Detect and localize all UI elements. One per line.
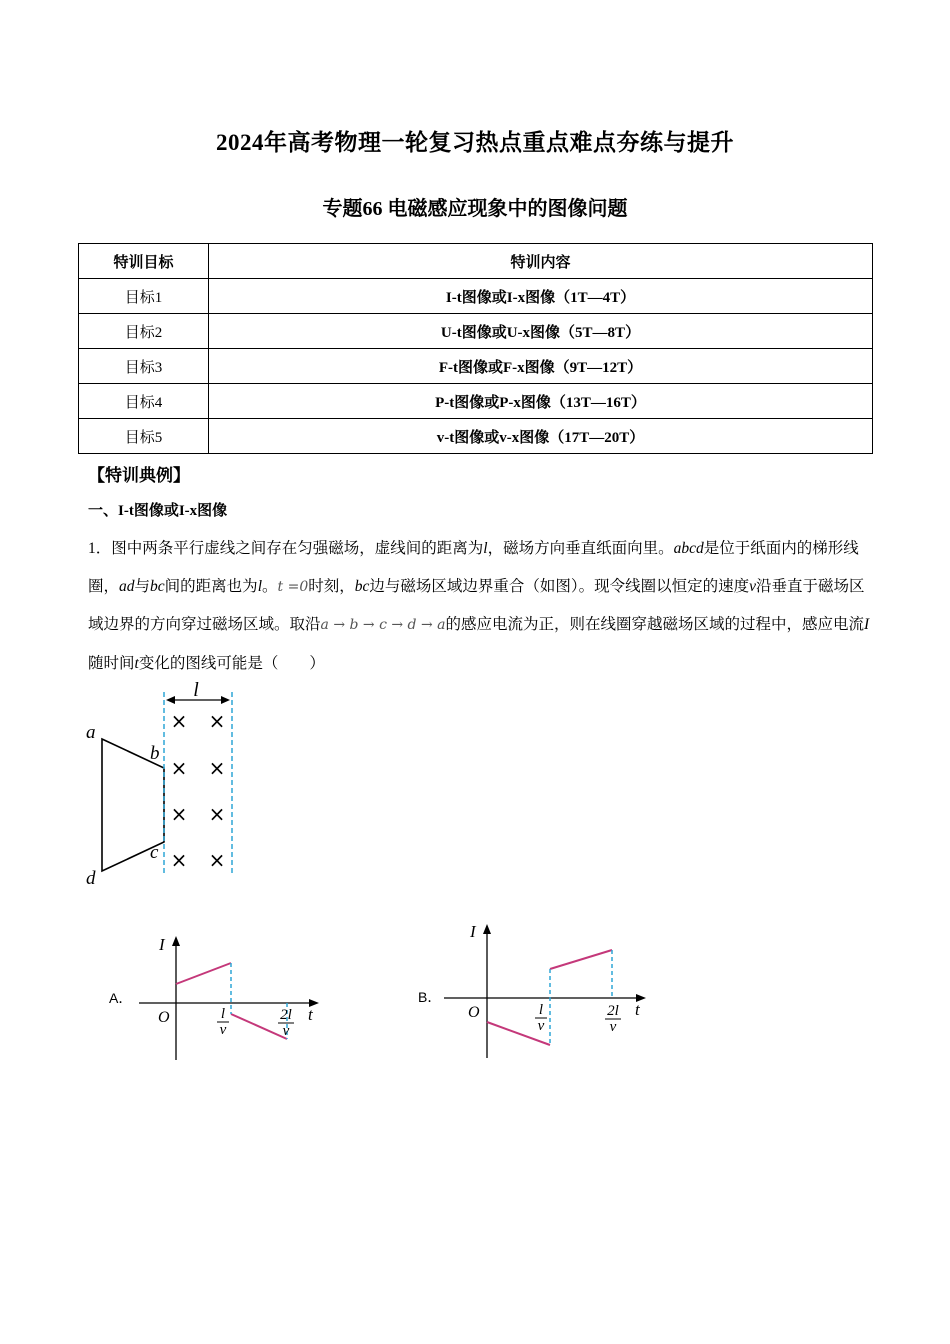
goal-cell: 目标3 [79, 349, 209, 384]
axis-label-i: I [159, 935, 165, 954]
goal-cell: 目标1 [79, 279, 209, 314]
math-t0: t =0 [277, 578, 309, 595]
document-subtitle: 专题66 电磁感应现象中的图像问题 [322, 198, 628, 220]
option-a-graph [105, 930, 335, 1065]
var-l: l [257, 577, 262, 595]
var-t: t [134, 654, 139, 672]
var-I: I [864, 616, 870, 633]
question-number: 1． [88, 540, 112, 557]
tick2-denominator: v [609, 1019, 617, 1035]
tick1-numerator: l [220, 1006, 226, 1022]
field-cross: × [170, 756, 188, 780]
label-a: a [86, 722, 96, 743]
y-axis-arrow-icon [172, 936, 180, 946]
coil-field-figure [80, 678, 250, 893]
origin-label: O [468, 1004, 480, 1021]
current-segment-2 [550, 950, 612, 969]
content-cell: v-t图像或v-x图像（17T—20T） [209, 419, 873, 454]
training-goals-table [78, 243, 873, 454]
table-header-row [79, 244, 873, 279]
option-a-label: A． [109, 990, 133, 1006]
question-fragment: 。 [262, 577, 278, 595]
table-row [79, 349, 873, 384]
section-label: 【特训典例】 [88, 466, 190, 485]
question-fragment: 随时间 [88, 654, 135, 672]
goal-cell: 目标5 [79, 419, 209, 454]
content-cell: F-t图像或F-x图像（9T—12T） [209, 349, 873, 384]
question-text [88, 530, 878, 682]
goal-cell: 目标4 [79, 384, 209, 419]
header-content: 特训内容 [209, 244, 873, 279]
question-fragment: 时刻， [308, 577, 355, 595]
question-fragment: 边与磁场区域边界重合（如图）。现令线圈以恒定的速度 [369, 577, 750, 595]
var-ad: ad [119, 577, 135, 595]
y-axis-arrow-icon [483, 924, 491, 934]
content-cell: I-t图像或I-x图像（1T—4T） [209, 279, 873, 314]
tick2-numerator: 2l [607, 1003, 619, 1019]
tick1-numerator: l [538, 1002, 544, 1018]
question-fragment: 是位于纸面内的梯形线圈， [88, 540, 859, 595]
tick2-denominator: v [282, 1023, 290, 1039]
current-segment-2 [231, 1014, 287, 1039]
var-bc: bc [354, 577, 370, 595]
question-fragment: 图中两条平行虚线之间存在匀强磁场，虚线间的距离为 [111, 540, 484, 557]
tick1-denominator: v [219, 1022, 227, 1038]
var-bc: bc [150, 577, 165, 595]
tick1-denominator: v [537, 1018, 545, 1034]
table-row [79, 384, 873, 419]
header-goal: 特训目标 [79, 244, 209, 279]
table-row [79, 279, 873, 314]
origin-label: O [158, 1009, 170, 1026]
label-l: l [193, 679, 199, 701]
field-cross: × [208, 709, 226, 733]
var-l: l [483, 540, 488, 557]
axis-label-t: t [635, 1000, 640, 1019]
question-fragment: 与 [134, 577, 151, 595]
goal-cell: 目标2 [79, 314, 209, 349]
content-cell: U-t图像或U-x图像（5T—8T） [209, 314, 873, 349]
field-cross: × [208, 848, 226, 872]
tick2-numerator: 2l [280, 1007, 292, 1023]
field-cross: × [170, 709, 188, 733]
question-fragment: 变化的图线可能是（ ） [138, 654, 325, 672]
question-fragment: 的感应电流为正，则在线圈穿越磁场区域的过程中，感应电流 [445, 616, 865, 633]
label-d: d [86, 868, 96, 889]
axis-label-t: t [308, 1005, 313, 1024]
var-abcd: abcd [673, 540, 704, 557]
option-b-label: B． [418, 989, 442, 1005]
label-c: c [150, 842, 159, 863]
question-fragment: 间的距离也为 [164, 577, 258, 595]
arrowhead-right [221, 696, 230, 704]
table-row [79, 314, 873, 349]
label-b: b [150, 743, 160, 764]
current-segment-1 [176, 963, 231, 984]
question-fragment: 沿垂直于磁场区域边界的方向穿过磁场区域。取沿 [88, 577, 865, 633]
var-v: v [749, 577, 757, 595]
option-b-graph [414, 918, 654, 1053]
field-cross: × [170, 802, 188, 826]
field-cross: × [208, 756, 226, 780]
document-title: 2024年高考物理一轮复习热点重点难点夯练与提升 [216, 130, 734, 155]
field-cross: × [170, 848, 188, 872]
axis-label-i: I [470, 922, 476, 941]
math-path: a → b → c → d → a [320, 617, 446, 633]
content-cell: P-t图像或P-x图像（13T—16T） [209, 384, 873, 419]
topic-heading: 一、I-t图像或I-x图像 [88, 503, 228, 519]
question-fragment: ，磁场方向垂直纸面向里。 [487, 540, 674, 557]
table-row [79, 419, 873, 454]
field-cross: × [208, 802, 226, 826]
arrowhead-left [166, 696, 175, 704]
